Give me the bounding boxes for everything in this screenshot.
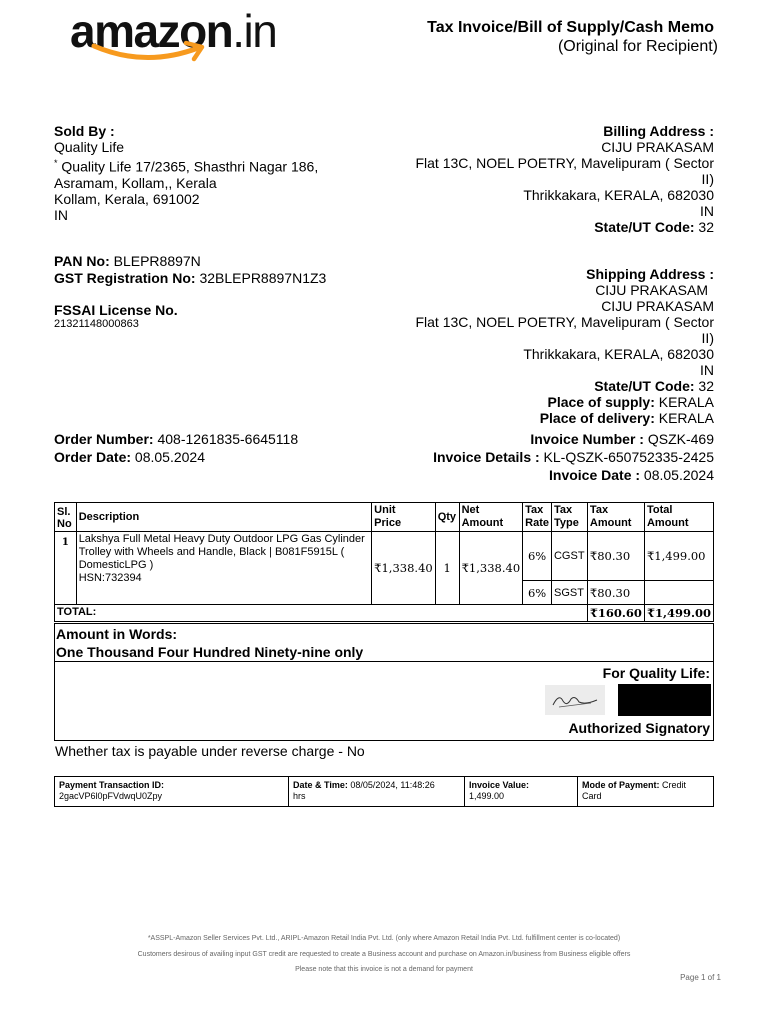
table-row bbox=[55, 532, 714, 581]
seller-address-line3: Kollam, Kerala, 691002 bbox=[54, 190, 200, 207]
header-description: Description bbox=[76, 503, 371, 532]
invoice-number-label: Invoice Number : bbox=[530, 431, 644, 447]
amount-in-words-box bbox=[54, 623, 714, 662]
seller-address1-text: Quality Life 17/2365, Shasthri Nagar 186, bbox=[61, 158, 319, 175]
logo-text-suffix: .in bbox=[232, 5, 277, 57]
place-of-supply-label: Place of supply: bbox=[547, 394, 655, 410]
invoice-date-label: Invoice Date : bbox=[549, 467, 641, 483]
billing-block bbox=[374, 123, 714, 235]
footer-note-1: *ASSPL-Amazon Seller Services Pvt. Ltd., ARIPL-Amazon Retail India Pvt. Ltd. (only where Amazon Retail India Pvt. Ltd. fulfillment center is co-located) bbox=[147, 935, 621, 942]
order-date-label: Order Date: bbox=[54, 449, 132, 465]
billing-address2: II) bbox=[701, 171, 714, 187]
payment-invoice-value-label: Invoice Value: bbox=[469, 780, 530, 790]
payment-invoice-value: 1,499.00 bbox=[469, 791, 505, 801]
shipping-address3: Thrikkakara, KERALA, 682030 bbox=[523, 346, 714, 362]
item-tax-type-cgst: CGST bbox=[551, 532, 587, 581]
page-number: Page 1 of 1 bbox=[680, 973, 721, 982]
header-total-amount: Total Amount bbox=[644, 503, 713, 532]
invoice-date-line bbox=[374, 467, 714, 483]
signature-image bbox=[545, 685, 605, 715]
item-total-empty bbox=[644, 581, 713, 605]
seller-name: Quality Life bbox=[54, 139, 125, 155]
header-tax-rate: Tax Rate bbox=[523, 503, 552, 532]
header-net-amount: Net Amount bbox=[459, 503, 523, 532]
shipping-state-code: 32 bbox=[698, 378, 714, 394]
payment-mode-label: Mode of Payment: bbox=[582, 780, 660, 790]
gst-label: GST Registration No: bbox=[54, 270, 196, 286]
asterisk-mark: * bbox=[54, 158, 58, 168]
sold-by-label: Sold By : bbox=[54, 123, 115, 139]
item-desc-line1: Lakshya Full Metal Heavy Duty Outdoor LPG Gas Cylinder bbox=[78, 533, 365, 545]
header-qty: Qty bbox=[435, 503, 459, 532]
payment-row bbox=[55, 777, 714, 807]
item-description bbox=[76, 532, 371, 605]
invoice-details-value: KL-QSZK-650752335-2425 bbox=[543, 449, 714, 465]
order-number-label: Order Number: bbox=[54, 431, 154, 447]
fssai-label: FSSAI License No. bbox=[54, 302, 178, 318]
item-net-amount: ₹1,338.40 bbox=[459, 532, 523, 605]
place-of-delivery-line bbox=[374, 410, 714, 426]
shipping-name1: CIJU PRAKASAM bbox=[595, 282, 708, 298]
item-tax-amount-cgst: ₹80.30 bbox=[587, 532, 644, 581]
amount-in-words-label: Amount in Words: bbox=[56, 626, 178, 642]
payment-datetime-line2: hrs bbox=[293, 791, 306, 801]
invoice-details-label: Invoice Details : bbox=[433, 449, 540, 465]
payment-mode-value: Credit bbox=[662, 780, 687, 790]
seller-country: IN bbox=[54, 206, 68, 223]
item-total-amount: ₹1,499.00 bbox=[644, 532, 713, 581]
item-tax-rate-cgst: 6% bbox=[523, 532, 552, 581]
pan-label: PAN No: bbox=[54, 253, 110, 269]
seller-address-line2: Asramam, Kollam,, Kerala bbox=[54, 174, 217, 191]
shipping-name2: CIJU PRAKASAM bbox=[601, 298, 714, 314]
item-tax-amount-sgst: ₹80.30 bbox=[587, 581, 644, 605]
items-table bbox=[54, 502, 714, 622]
payment-datetime-value: 08/05/2024, 11:48:26 bbox=[350, 780, 435, 790]
order-number-value: 408-1261835-6645118 bbox=[157, 431, 299, 447]
reverse-charge-note: Whether tax is payable under reverse charge - No bbox=[55, 743, 365, 759]
billing-name: CIJU PRAKASAM bbox=[601, 139, 714, 155]
amazon-logo bbox=[68, 2, 308, 68]
invoice-number-value: QSZK-469 bbox=[647, 431, 714, 447]
header-tax-amount: Tax Amount bbox=[587, 503, 644, 532]
fssai-value: 21321148000863 bbox=[54, 318, 139, 330]
gst-value: 32BLEPR8897N1Z3 bbox=[199, 270, 327, 286]
item-sl-no: 1 bbox=[55, 532, 77, 605]
item-qty: 1 bbox=[435, 532, 459, 605]
place-of-delivery-value: KERALA bbox=[658, 410, 714, 426]
payment-mode-line1 bbox=[582, 780, 709, 791]
authorized-signatory-label: Authorized Signatory bbox=[568, 720, 710, 736]
payment-datetime-line1 bbox=[293, 780, 460, 791]
payment-transaction-cell bbox=[55, 777, 289, 807]
pan-line bbox=[54, 253, 201, 269]
billing-state-line bbox=[374, 219, 714, 235]
header-sl-no: Sl. No bbox=[55, 503, 77, 532]
order-date-value: 08.05.2024 bbox=[134, 449, 205, 465]
payment-invoice-value-cell bbox=[465, 777, 578, 807]
total-label: TOTAL: bbox=[55, 605, 588, 622]
footer-note-3: Please note that this invoice is not a demand for payment bbox=[295, 966, 473, 973]
signature-redaction-block bbox=[618, 684, 711, 716]
amazon-smile-icon bbox=[90, 40, 210, 64]
item-desc-line2: Trolley with Wheels and Handle, Black | B081F5915L ( bbox=[78, 546, 345, 558]
seller-address-line1 bbox=[54, 155, 318, 175]
item-unit-price: ₹1,338.40 bbox=[372, 532, 436, 605]
signatory-box bbox=[54, 660, 714, 741]
billing-address1: Flat 13C, NOEL POETRY, Mavelipuram ( Sector bbox=[415, 155, 714, 171]
payment-mode-cell bbox=[578, 777, 714, 807]
payment-datetime-cell bbox=[289, 777, 465, 807]
for-company-label: For Quality Life: bbox=[602, 665, 710, 681]
billing-label: Billing Address : bbox=[603, 123, 714, 139]
total-row bbox=[55, 605, 714, 622]
billing-state-label: State/UT Code: bbox=[594, 219, 695, 235]
item-tax-rate-sgst: 6% bbox=[523, 581, 552, 605]
payment-table bbox=[54, 776, 714, 807]
billing-address3: Thrikkakara, KERALA, 682030 bbox=[523, 187, 714, 203]
total-amount: ₹1,499.00 bbox=[644, 605, 713, 622]
total-tax-amount: ₹160.60 bbox=[587, 605, 644, 622]
shipping-label: Shipping Address : bbox=[586, 266, 714, 282]
place-of-delivery-label: Place of delivery: bbox=[539, 410, 655, 426]
shipping-state-line bbox=[374, 378, 714, 394]
item-tax-type-sgst: SGST bbox=[551, 581, 587, 605]
header-tax-type: Tax Type bbox=[551, 503, 587, 532]
place-of-supply-line bbox=[374, 394, 714, 410]
billing-state-code: 32 bbox=[698, 219, 714, 235]
place-of-supply-value: KERALA bbox=[658, 394, 714, 410]
order-date-line bbox=[54, 449, 205, 465]
shipping-address2: II) bbox=[701, 330, 714, 346]
logo-text-main: amazon bbox=[70, 5, 233, 57]
shipping-address1: Flat 13C, NOEL POETRY, Mavelipuram ( Sector bbox=[415, 314, 714, 330]
item-hsn: HSN:732394 bbox=[78, 572, 142, 584]
invoice-number-line bbox=[374, 431, 714, 449]
footer-note-2: Customers desirous of availing input GST credit are requested to create a Business account and purchase on Amazon.in/business from Business eligible offers bbox=[137, 951, 631, 958]
header-unit-price: Unit Price bbox=[372, 503, 436, 532]
payment-datetime-label: Date & Time: bbox=[293, 780, 348, 790]
invoice-title: Tax Invoice/Bill of Supply/Cash Memo bbox=[427, 19, 714, 36]
items-table-header bbox=[55, 503, 714, 532]
gst-line bbox=[54, 270, 326, 286]
order-number-line bbox=[54, 431, 298, 447]
amount-in-words-value: One Thousand Four Hundred Ninety-nine only bbox=[56, 644, 364, 660]
shipping-country: IN bbox=[700, 362, 714, 378]
billing-country: IN bbox=[700, 203, 714, 219]
payment-mode-line2: Card bbox=[582, 791, 602, 801]
payment-transaction-id: 2gacVP6l0pFVdwqU0Zpy bbox=[59, 791, 163, 801]
pan-value: BLEPR8897N bbox=[113, 253, 201, 269]
invoice-subtitle: (Original for Recipient) bbox=[557, 38, 718, 55]
invoice-info-block bbox=[374, 431, 714, 483]
item-desc-line3: DomesticLPG ) bbox=[78, 559, 154, 571]
shipping-state-label: State/UT Code: bbox=[594, 378, 695, 394]
shipping-block bbox=[374, 266, 714, 426]
invoice-date-value: 08.05.2024 bbox=[643, 467, 714, 483]
seller-block bbox=[54, 123, 318, 223]
payment-transaction-label: Payment Transaction ID: bbox=[59, 780, 165, 790]
invoice-details-line bbox=[374, 449, 714, 467]
